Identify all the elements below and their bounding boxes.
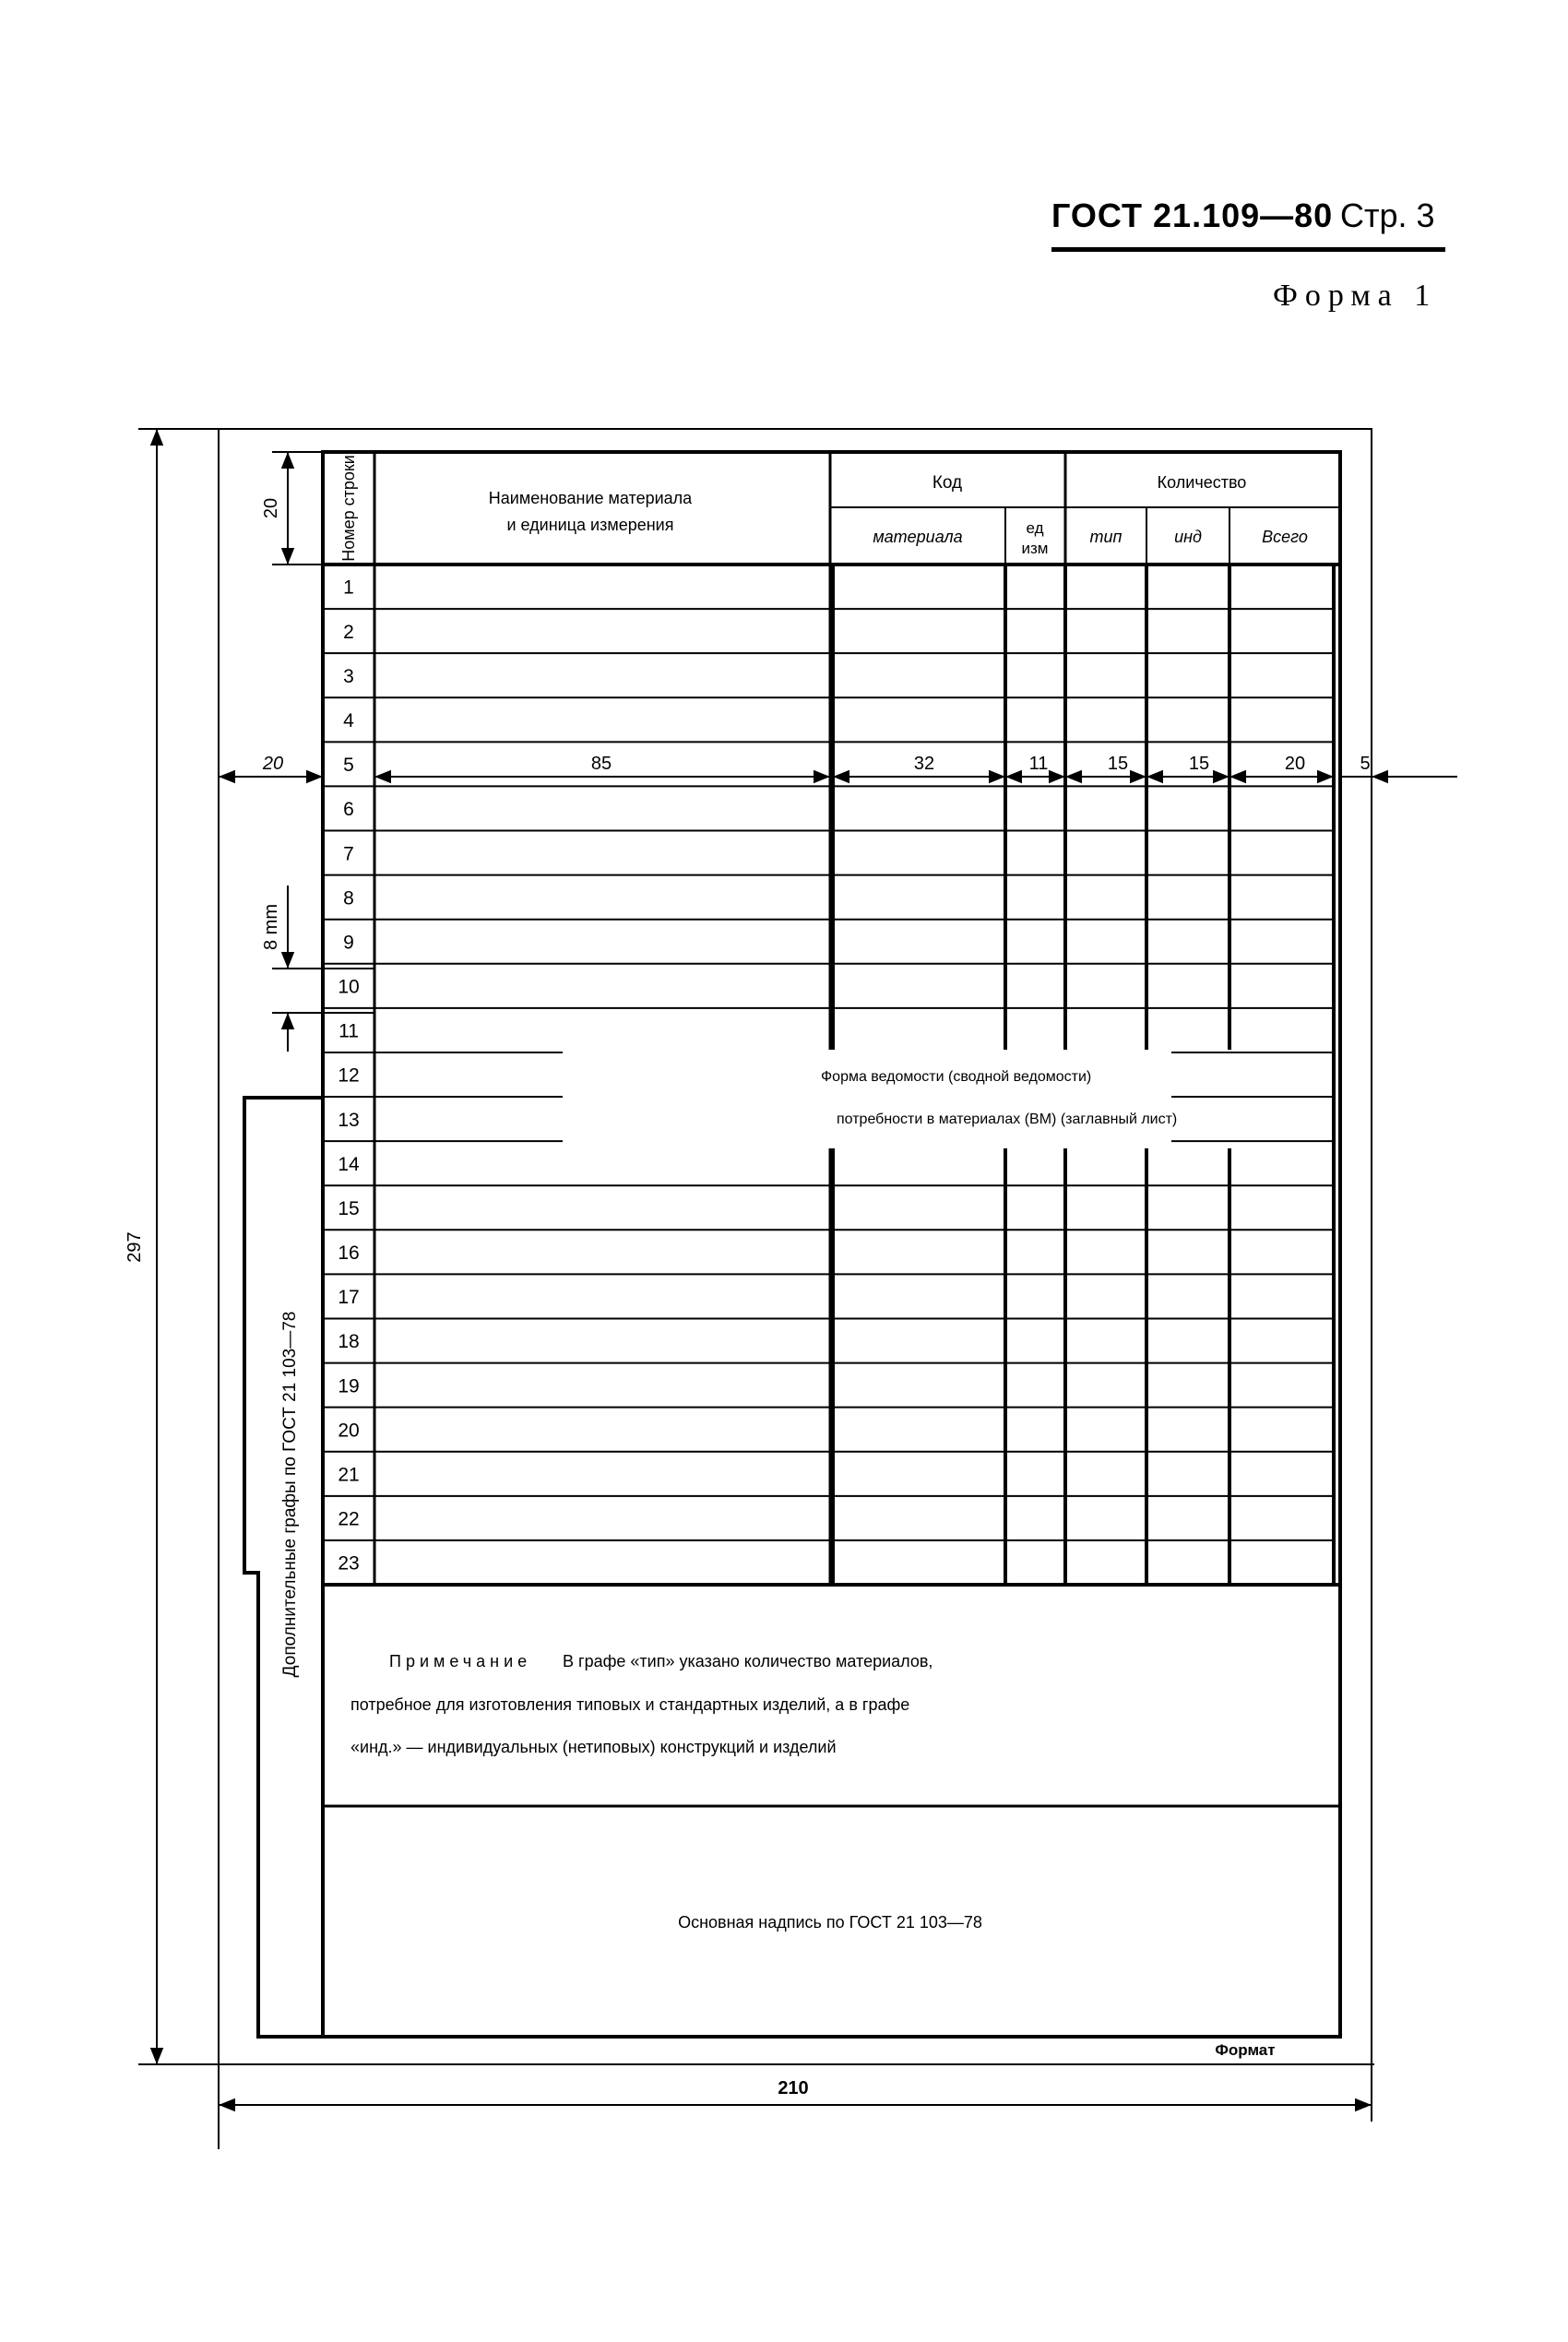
row-number: 19 <box>338 1375 360 1397</box>
row-number-header: Номер строки <box>339 455 358 562</box>
dim-col-individual: 15 <box>1188 754 1210 774</box>
row-number: 13 <box>338 1109 360 1131</box>
dim-col-name: 85 <box>590 754 612 774</box>
row-number: 14 <box>338 1153 360 1175</box>
dim-col-total: 20 <box>1284 754 1306 774</box>
form-label: Форма 1 <box>1273 279 1438 313</box>
row-number: 3 <box>343 665 354 687</box>
note-title: Примечание <box>389 1652 532 1670</box>
note-line1: В графе «тип» указано количество материалов, <box>563 1652 933 1670</box>
name-header-line1: Наименование материала <box>488 489 693 507</box>
type-header: тип <box>1089 528 1123 546</box>
caption-panel <box>563 1050 1171 1148</box>
individual-header: инд <box>1174 528 1202 546</box>
row-number: 20 <box>338 1420 360 1442</box>
format-label: Формат <box>1215 2041 1276 2059</box>
code-header: Код <box>932 473 963 493</box>
row-number: 21 <box>338 1464 360 1486</box>
standard-number: ГОСТ 21.109—80 <box>1051 196 1334 234</box>
row-number: 15 <box>338 1197 360 1219</box>
row-number: 22 <box>338 1508 360 1530</box>
dim-sheet-height: 297 <box>125 1231 145 1263</box>
row-number: 4 <box>343 709 354 731</box>
dim-col-material: 32 <box>913 754 935 774</box>
total-header: Всего <box>1262 528 1308 546</box>
sheet-border <box>219 429 1372 2064</box>
row-number: 1 <box>343 577 354 599</box>
name-header-line2: и единица измерения <box>506 516 674 534</box>
unit-header-line1: ед <box>1026 519 1044 537</box>
dim-col-unit: 11 <box>1028 754 1049 774</box>
row-number: 2 <box>343 621 354 643</box>
row-number: 7 <box>343 843 354 865</box>
caption-line1: Форма ведомости (сводной ведомости) <box>821 1069 1092 1085</box>
row-number: 16 <box>338 1242 360 1265</box>
note-line2: потребное для изготовления типовых и стандартных изделий, а в графе <box>350 1695 910 1714</box>
dim-row-height: 8 mm <box>261 904 281 950</box>
quantity-header: Количество <box>1157 473 1247 492</box>
dim-right-margin: 5 <box>1360 754 1371 774</box>
dim-col-type: 15 <box>1107 754 1129 774</box>
row-number: 12 <box>338 1064 360 1087</box>
row-number: 9 <box>343 932 354 954</box>
title-block-label: Основная надпись по ГОСТ 21 103—78 <box>678 1913 982 1932</box>
row-number: 11 <box>339 1020 359 1042</box>
material-header: материала <box>873 528 963 546</box>
row-number: 8 <box>343 887 354 909</box>
unit-header-line2: изм <box>1021 540 1049 557</box>
dim-header-height: 20 <box>261 497 281 519</box>
row-number: 23 <box>338 1552 360 1575</box>
caption-line2: потребности в материалах (ВМ) (заглавный лист) <box>837 1112 1178 1127</box>
page-number: Стр. 3 <box>1340 196 1435 234</box>
note-line3: «инд.» — индивидуальных (нетиповых) конструкций и изделий <box>350 1738 837 1756</box>
row-number: 10 <box>338 976 360 998</box>
dim-sheet-width: 210 <box>778 2078 809 2098</box>
side-label: Дополнительные графы по ГОСТ 21 103—78 <box>280 1311 300 1678</box>
row-number: 6 <box>343 799 354 821</box>
dim-left-margin: 20 <box>262 754 284 774</box>
row-number: 18 <box>338 1331 360 1353</box>
row-number: 17 <box>338 1287 360 1309</box>
row-numbers <box>338 577 360 1575</box>
row-number: 5 <box>343 755 354 777</box>
